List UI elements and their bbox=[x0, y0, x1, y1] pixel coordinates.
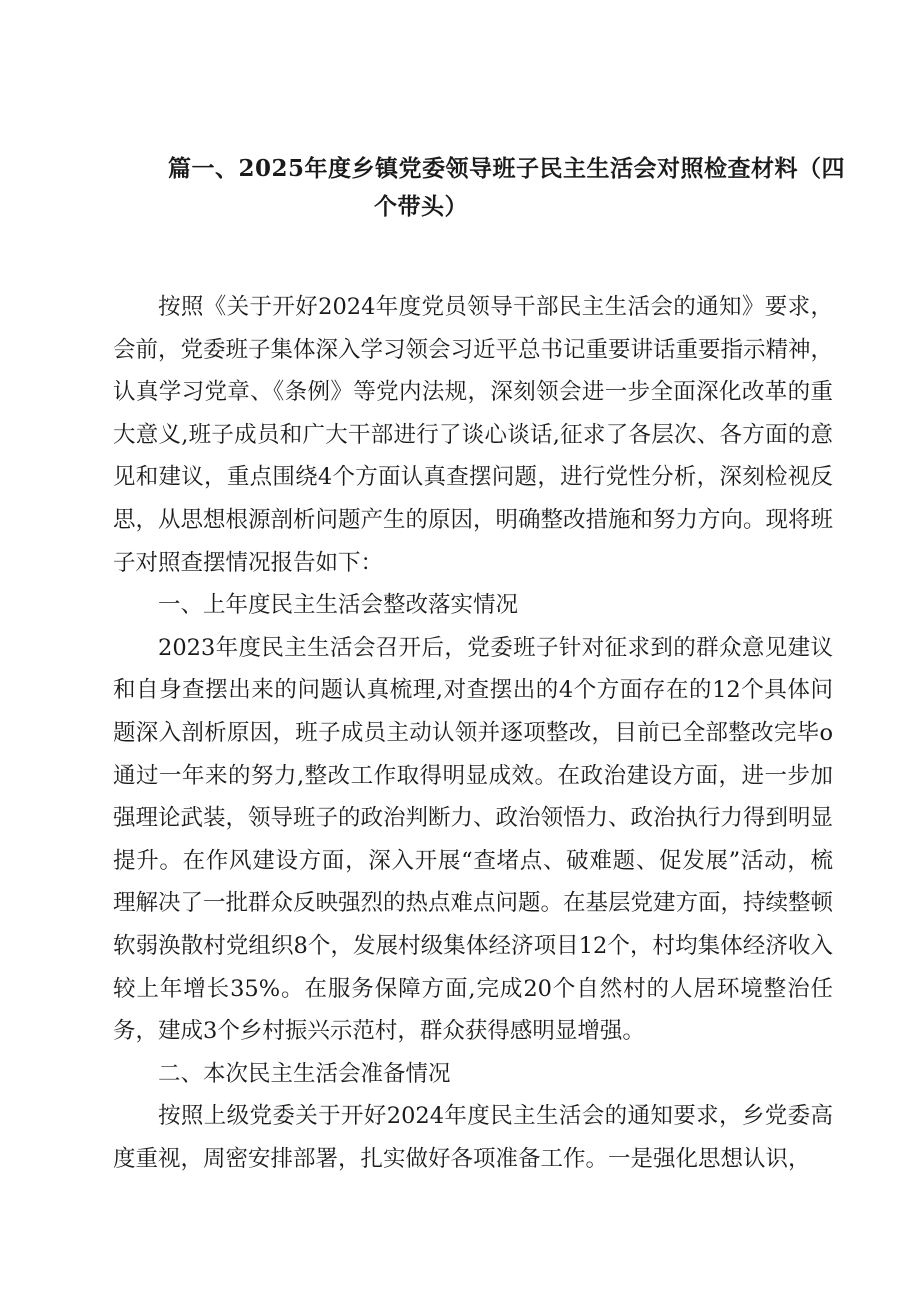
intro-paragraph: 按照《关于开好2024年度党员领导干部民主生活会的通知》要求，会前，党委班子集体深入学习领会习近平总书记重要讲话重要指示精神，认真学习党章、《条例》等党内法规，深刻领会进一步全面深化改革的重大意义,班子成员和广大干部进行了谈心谈话,征求了各层次、各方面的意见和建议，重点围绕4个方面认真查摆问题，进行党性分析，深刻检视反思，从思想根源剖析问题产生的原因，明确整改措施和努力方向。现将班子对照查摆情况报告如下： bbox=[113, 294, 834, 576]
section-heading-1: 一、上年度民主生活会整改落实情况 bbox=[158, 592, 519, 619]
section-2-paragraph: 按照上级党委关于开好2024年度民主生活会的通知要求，乡党委高度重视，周密安排部署，扎实做好各项准备工作。一是强化思想认识， bbox=[113, 1103, 833, 1172]
section-heading-2: 二、本次民主生活会准备情况 bbox=[158, 1060, 451, 1087]
title-line-2: 个带头） bbox=[374, 193, 468, 220]
section-1-paragraph: 2023年度民主生活会召开后，党委班子针对征求到的群众意见建议和自身查摆出来的问题认真梳理,对查摆出的4个方面存在的12个具体问题深入剖析原因，班子成员主动认领并逐项整改，目前已全部整改完毕o通过一年来的努力,整改工作取得明显成效。在政治建设方面，进一步加强理论武装，领导班子的政治判断力、政治领悟力、政治执行力得到明显提升。在作风建设方面，深入开展“查堵点、破难题、促发展”活动，梳理解决了一批群众反映强烈的热点难点问题。在基层党建方面，持续整顿软弱涣散村党组织8个，发展村级集体经济项目12个，村均集体经济收入较上年增长35%。在服务保障方面,完成20个自然村的人居环境整治任务，建成3个乡村振兴示范村，群众获得感明显增强。 bbox=[113, 634, 834, 1045]
document-body bbox=[113, 286, 833, 1180]
document-title bbox=[168, 150, 858, 226]
title-line-1: 篇一、2025年度乡镇党委领导班子民主生活会对照检查材料（四 bbox=[168, 155, 846, 182]
